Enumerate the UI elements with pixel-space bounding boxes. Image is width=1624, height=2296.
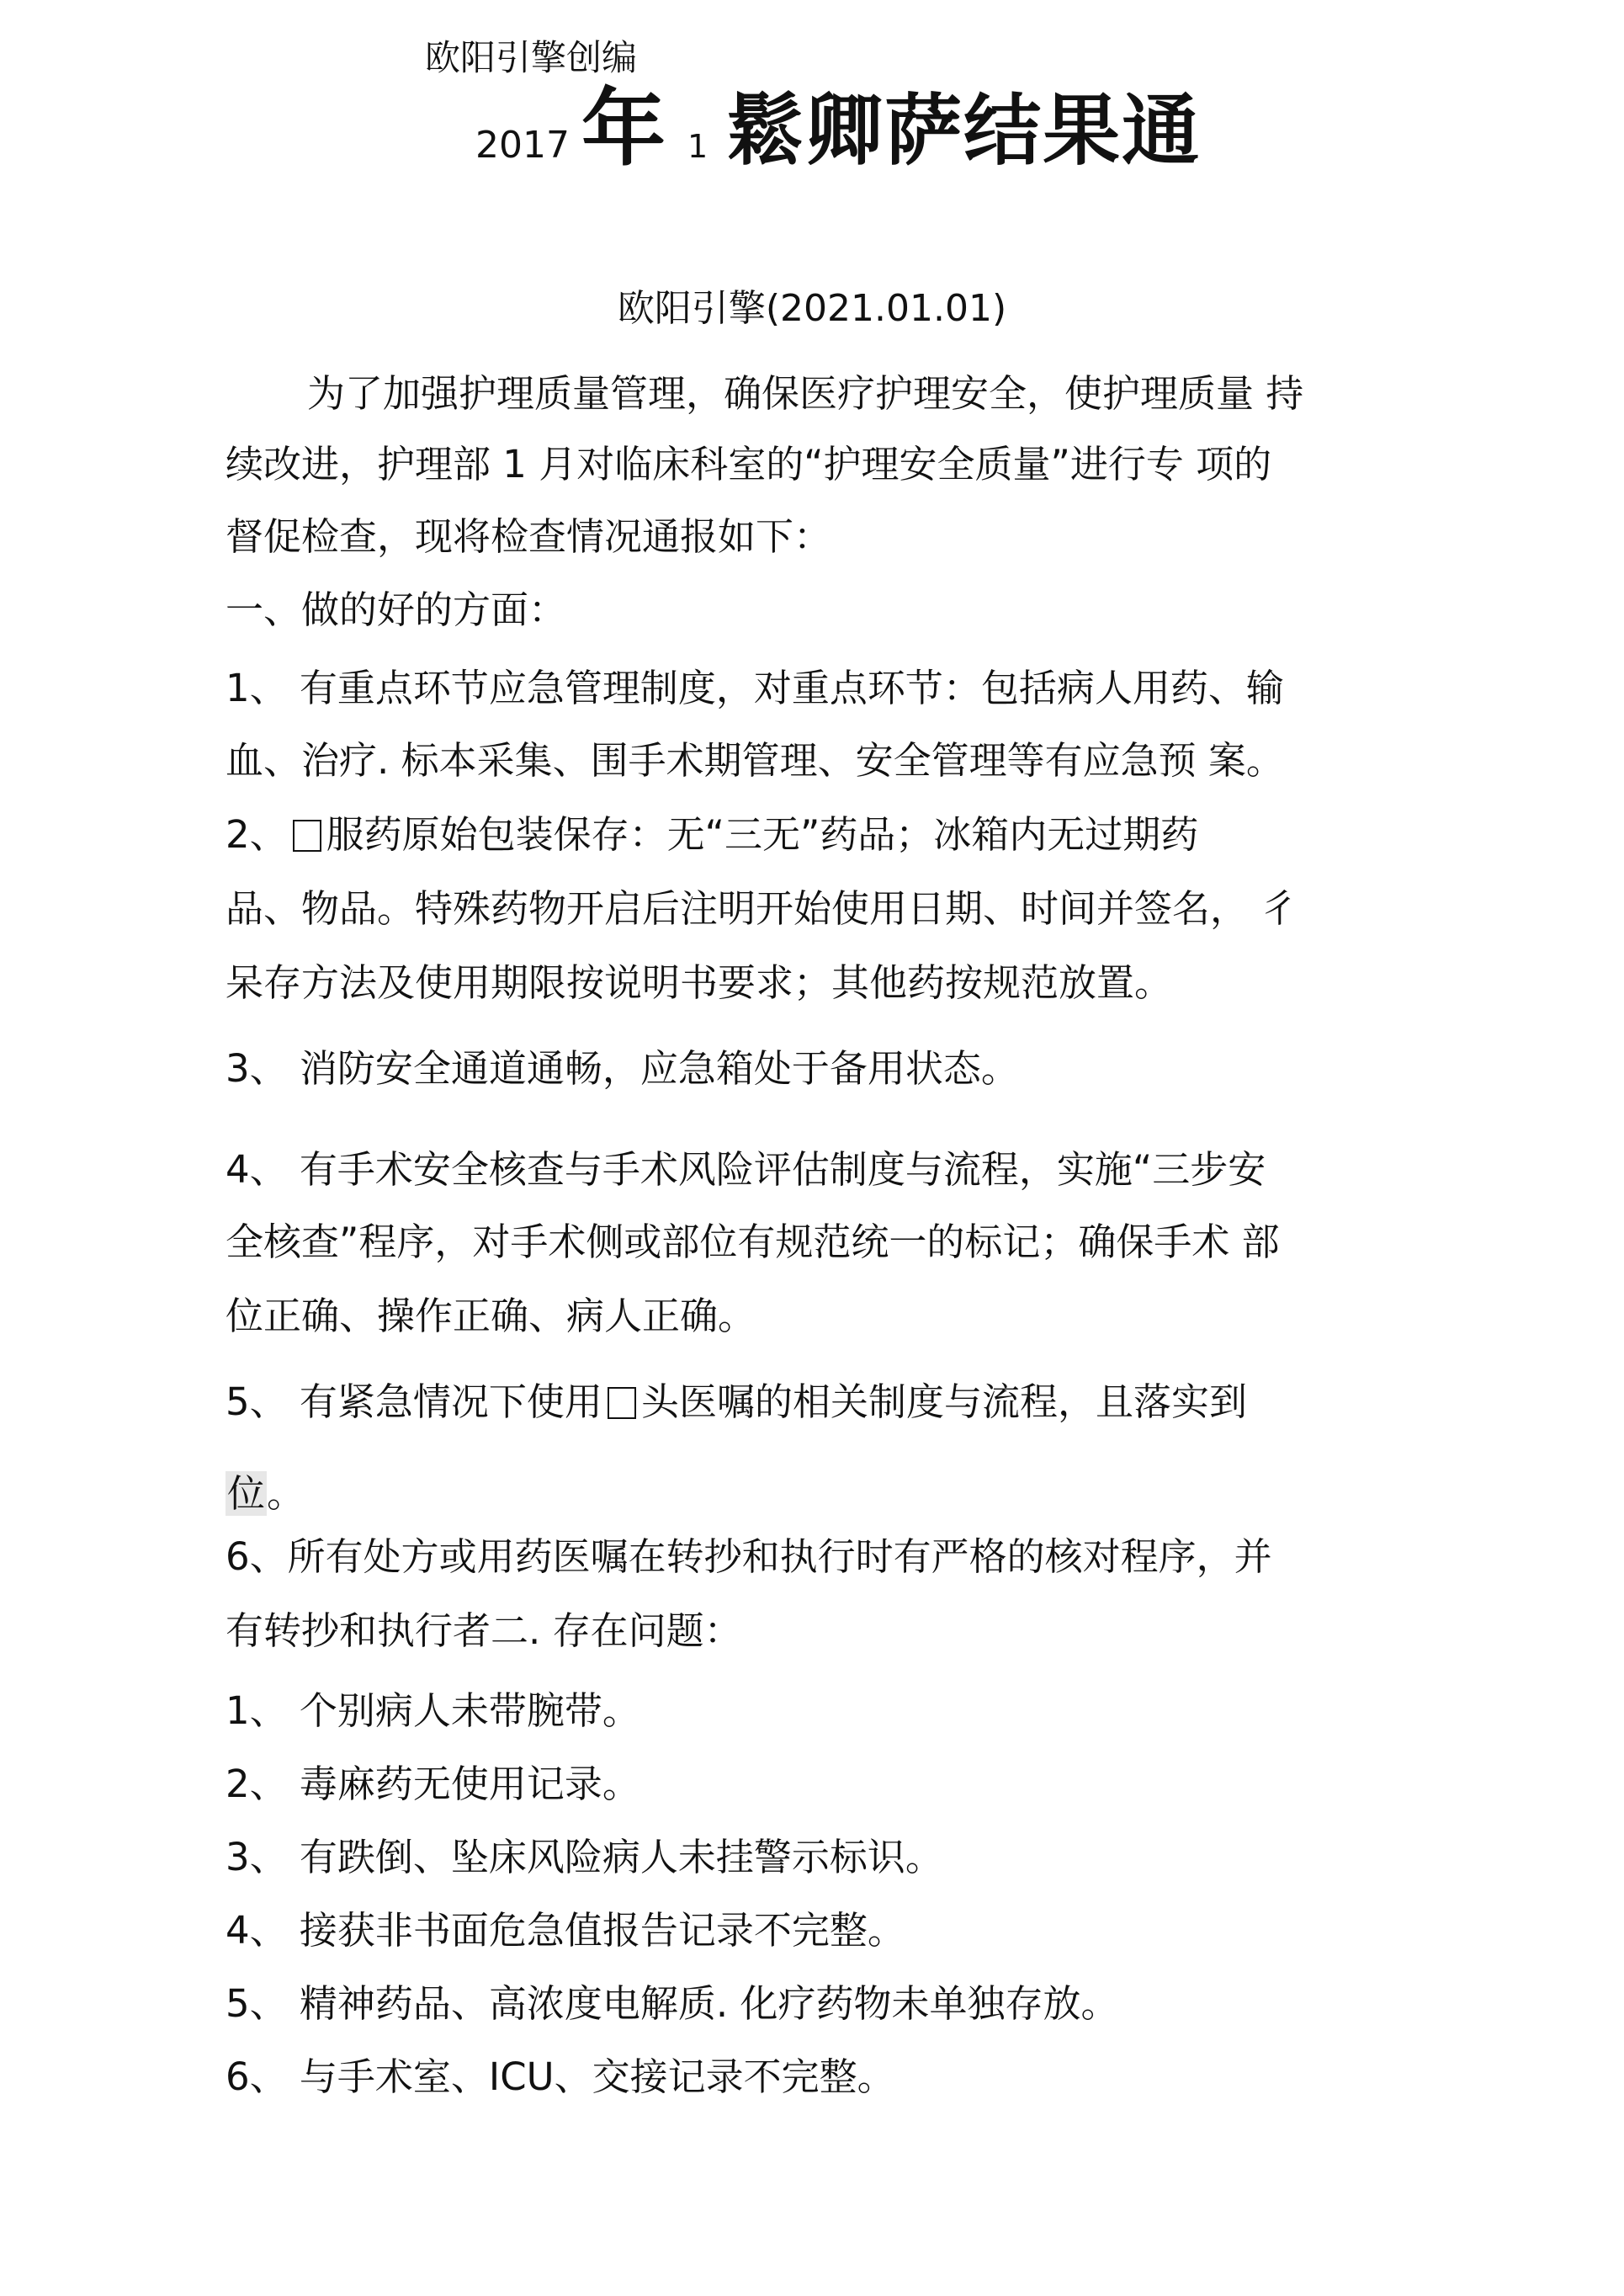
problem-4: 4、 接获非书面危急值报告记录不完整。 bbox=[226, 1908, 905, 1953]
item-1-line-2: 血、治疗. 标本采集、围手术期管理、安全管理等有应急预 案。 bbox=[226, 738, 1284, 783]
item-5-char: 位 bbox=[227, 1471, 266, 1516]
item-2-line-2: 品、物品。特殊药物开启后注明开始使用日期、时间并签名， 彳 bbox=[226, 886, 1298, 931]
item-5-text-start: 5、 有紧急情况下使用 bbox=[226, 1379, 602, 1424]
document-title bbox=[475, 61, 1202, 178]
item-5-line-2 bbox=[226, 1469, 305, 1519]
item-2-number: 2、 bbox=[226, 812, 288, 857]
title-year: 2017 bbox=[475, 124, 570, 167]
item-3: 3、 消防安全通道通畅，应急箱处于备用状态。 bbox=[226, 1046, 1019, 1091]
problem-1: 1、 个别病人未带腕带。 bbox=[226, 1688, 640, 1733]
title-month: 1 bbox=[687, 128, 709, 165]
author-header: 欧阳引擎创编 bbox=[425, 37, 638, 78]
intro-line-2: 续改进，护理部 1 月对临床科室的“护理安全质量”进行专 项的 bbox=[226, 442, 1272, 486]
byline: 欧阳引擎(2021.01.01) bbox=[617, 287, 1007, 330]
item-5-line-1 bbox=[226, 1377, 1247, 1427]
item-4-line-1: 4、 有手术安全核查与手术风险评估制度与流程，实施“三步安 bbox=[226, 1147, 1266, 1192]
item-2-line-3: 呆存方法及使用期限按说明书要求；其他药按规范放置。 bbox=[226, 960, 1173, 1005]
missing-glyph-box bbox=[608, 1387, 636, 1419]
item-4-line-2: 全核查”程序，对手术侧或部位有规范统一的标记；确保手术 部 bbox=[226, 1220, 1280, 1264]
problem-3: 3、 有跌倒、坠床风险病人未挂警示标识。 bbox=[226, 1835, 943, 1879]
item-6-line-1: 6、所有处方或用药医嘱在转抄和执行时有严格的核对程序，并 bbox=[226, 1534, 1272, 1579]
item-5-text-end: 头医嘱的相关制度与流程，且落实到 bbox=[640, 1379, 1247, 1424]
problem-5: 5、 精神药品、高浓度电解质. 化疗药物未单独存放。 bbox=[226, 1981, 1119, 2026]
title-year-char: 年 bbox=[581, 79, 666, 178]
problem-2: 2、 毒麻药无使用记录。 bbox=[226, 1762, 640, 1806]
section-1-title: 一、做的好的方面： bbox=[226, 587, 567, 632]
item-4-line-3: 位正确、操作正确、病人正确。 bbox=[226, 1294, 756, 1338]
intro-line-1: 为了加强护理质量管理，确保医疗护理安全，使护理质量 持 bbox=[307, 371, 1304, 416]
item-1-line-1: 1、 有重点环节应急管理制度，对重点环节：包括病人用药、输 bbox=[226, 666, 1284, 710]
item-6-line-2: 有转抄和执行者二. 存在问题： bbox=[226, 1608, 742, 1653]
problem-6: 6、 与手术室、ICU、交接记录不完整。 bbox=[226, 2054, 895, 2099]
missing-glyph-box bbox=[293, 820, 321, 852]
item-2-text: 服药原始包装保存：无“三无”药品；冰箱内无过期药 bbox=[326, 812, 1199, 857]
intro-line-3: 督促检查，现将检查情况通报如下： bbox=[226, 514, 832, 559]
item-2-line-1 bbox=[226, 810, 1198, 860]
title-text: 鬆卿萨结果通 bbox=[726, 86, 1202, 176]
item-5-period: 。 bbox=[267, 1471, 305, 1516]
